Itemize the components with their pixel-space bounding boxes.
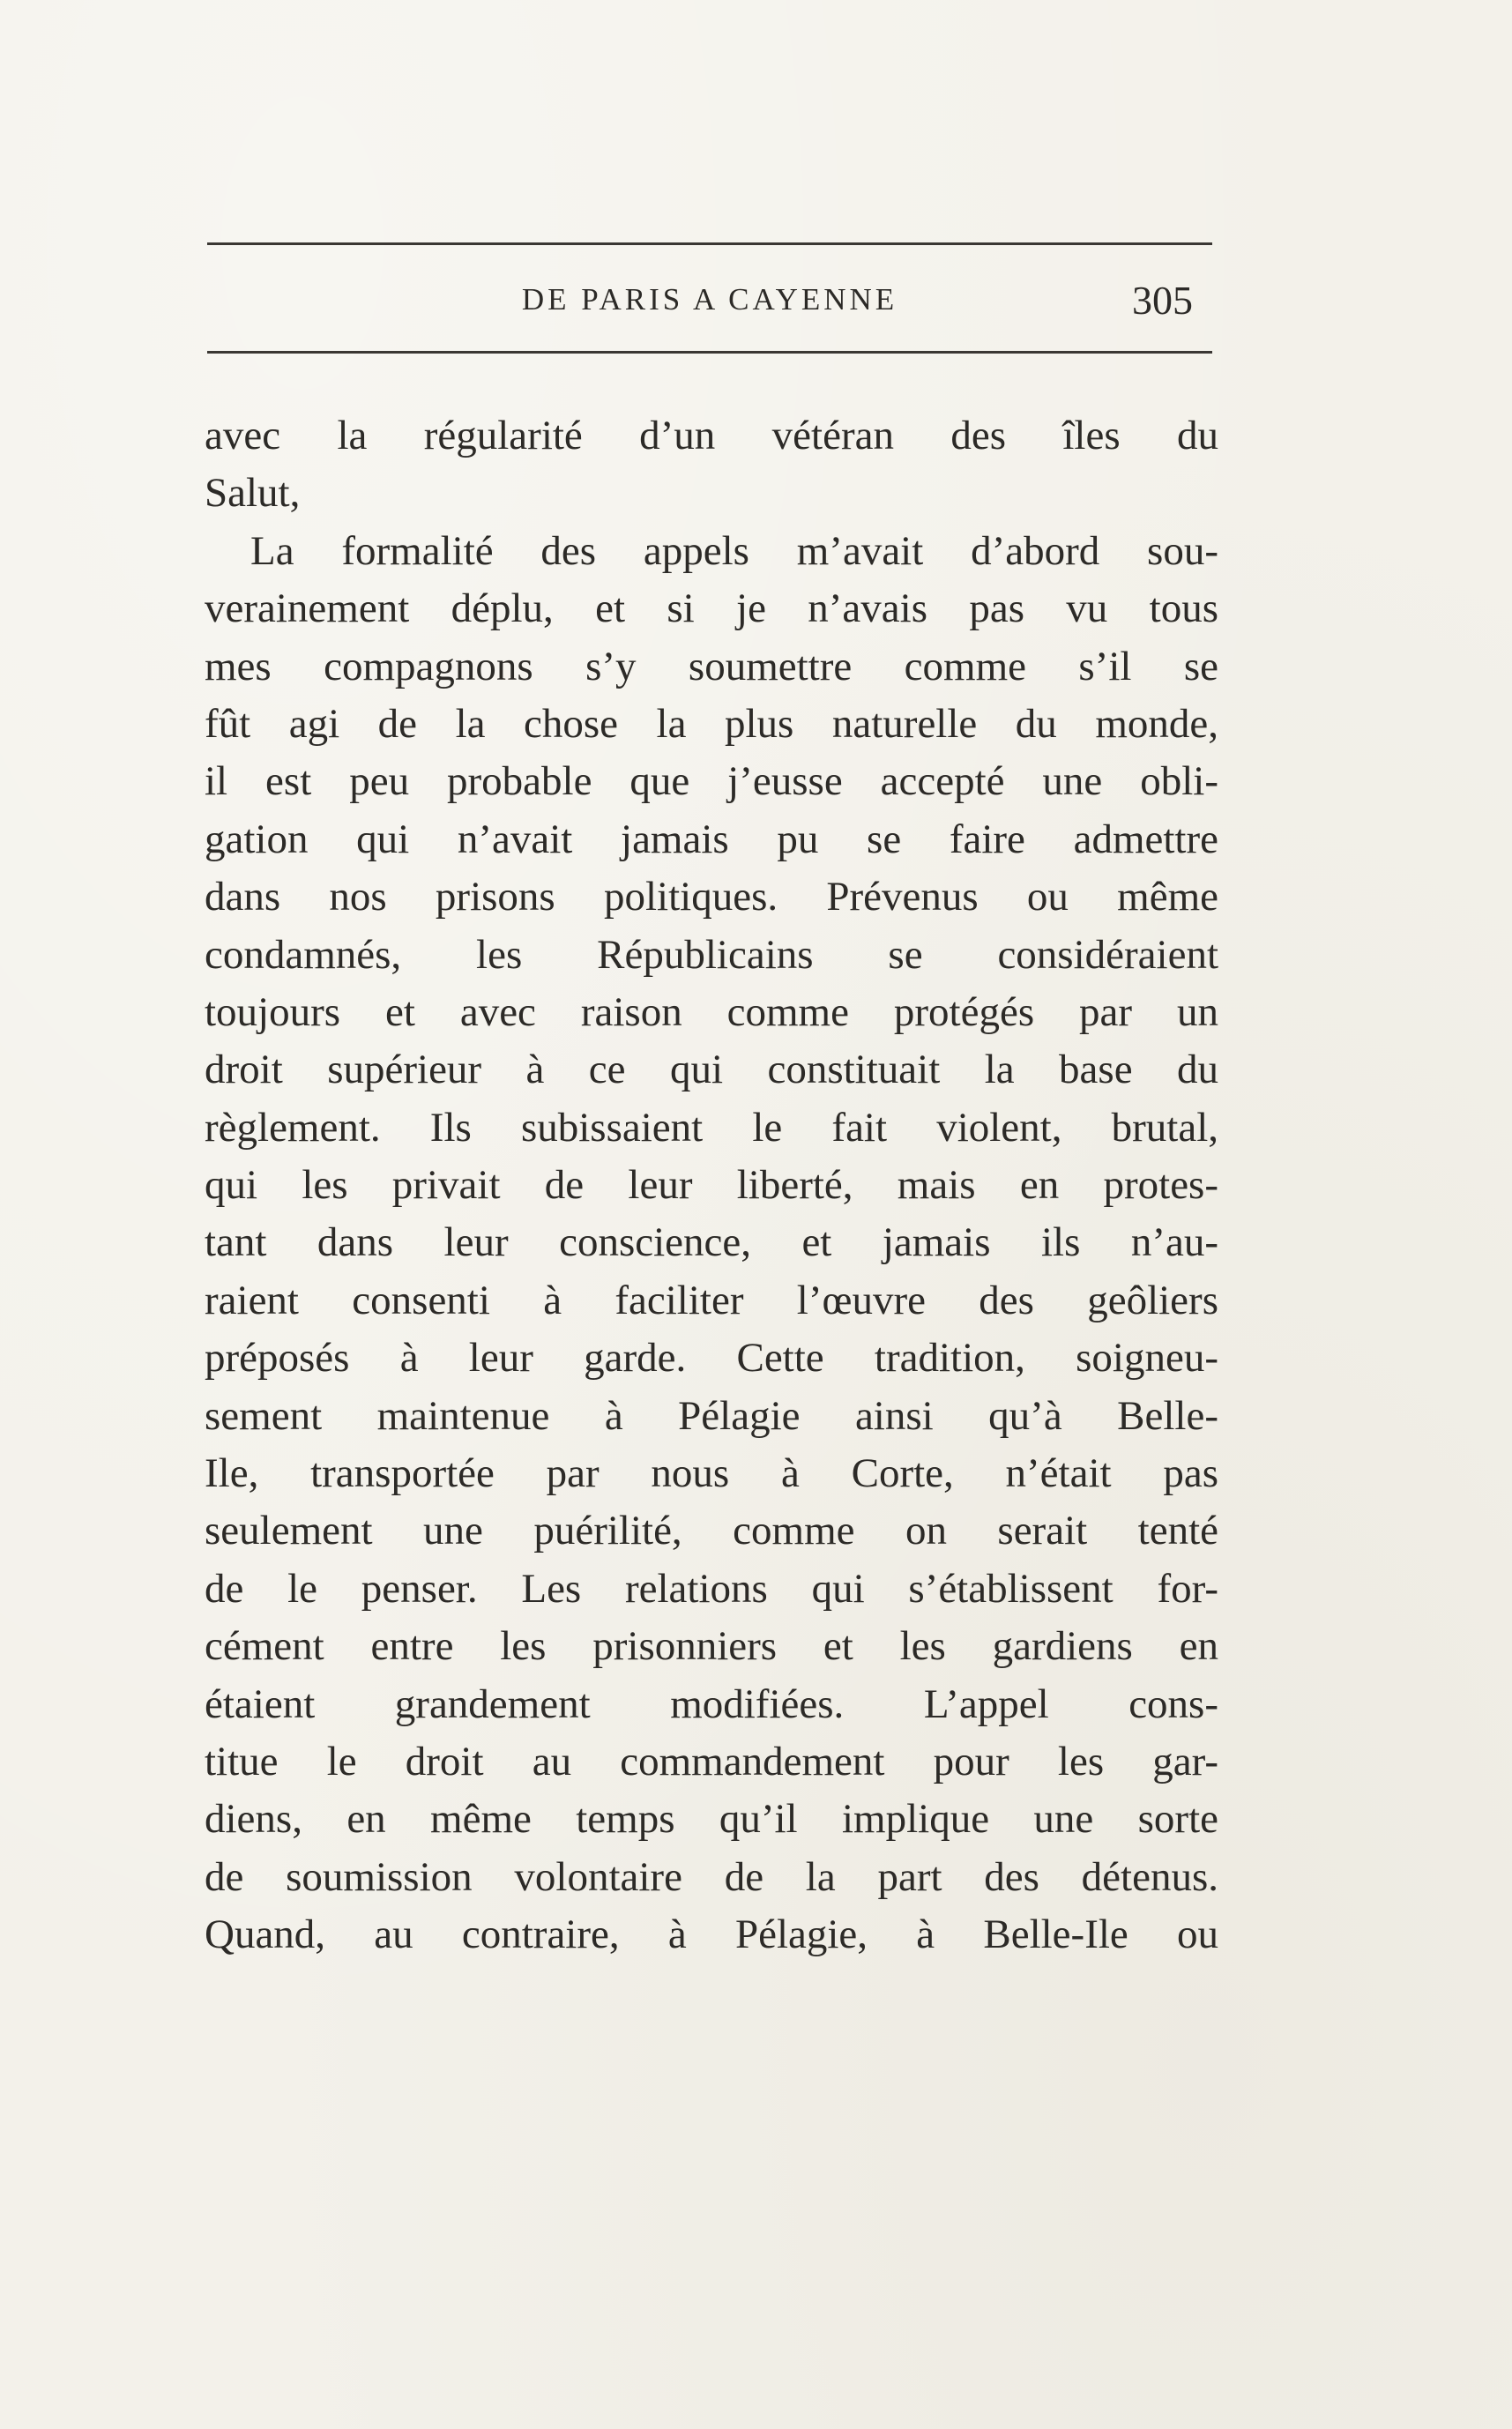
text-line: titue le droit au commandement pour les gar- [205, 1738, 1218, 1784]
text-line: diens, en même temps qu’il implique une sorte [205, 1796, 1218, 1843]
text-line: Ile, transportée par nous à Corte, n’était pas [205, 1450, 1218, 1497]
text-line: étaient grandement modifiées. L’appel cons- [205, 1680, 1218, 1727]
text-line: verainement déplu, et si je n’avais pas vu tous [205, 585, 1218, 632]
text-line: avec la régularité d’un vétéran des îles du [205, 413, 1218, 458]
text-line: dans nos prisons politiques. Prévenus ou même [205, 874, 1218, 920]
text-line: sement maintenue à Pélagie ainsi qu’à Belle- [205, 1392, 1218, 1439]
text-line: Salut, [205, 470, 301, 517]
body-text [205, 407, 1218, 1964]
text-line: mes compagnons s’y soumettre comme s’il se [205, 643, 1218, 689]
text-line: préposés à leur garde. Cette tradition, soigneu- [205, 1335, 1218, 1382]
text-line: il est peu probable que j’eusse accepté une obli- [205, 758, 1218, 805]
text-line: cément entre les prisonniers et les gardiens en [205, 1623, 1218, 1670]
text-line: raient consenti à faciliter l’œuvre des geôliers [205, 1277, 1218, 1323]
header-rule-bottom [207, 351, 1212, 354]
text-line: Quand, au contraire, à Pélagie, à Belle-Ile ou [205, 1911, 1218, 1958]
text-line: La formalité des appels m’avait d’abord sou- [250, 527, 1218, 574]
text-line: droit supérieur à ce qui constituait la base du [205, 1047, 1218, 1093]
text-line: de soumission volontaire de la part des détenus. [205, 1853, 1218, 1900]
text-line: fût agi de la chose la plus naturelle du monde, [205, 700, 1218, 747]
text-line: gation qui n’avait jamais pu se faire admettre [205, 816, 1218, 862]
text-line: règlement. Ils subissaient le fait violent, brutal, [205, 1104, 1218, 1151]
text-line: seulement une puérilité, comme on serait tenté [205, 1508, 1218, 1554]
running-title: DE PARIS A CAYENNE [521, 282, 898, 317]
text-line: qui les privait de leur liberté, mais en protes- [205, 1162, 1218, 1209]
text-line: condamnés, les Républicains se considéraient [205, 931, 1218, 978]
header-rule-top [207, 242, 1212, 245]
text-line: de le penser. Les relations qui s’établissent for- [205, 1565, 1218, 1612]
page-number: 305 [1132, 278, 1193, 323]
running-head [207, 280, 1212, 330]
text-line: toujours et avec raison comme protégés par un [205, 988, 1218, 1035]
text-line: tant dans leur conscience, et jamais ils n’au- [205, 1219, 1218, 1266]
